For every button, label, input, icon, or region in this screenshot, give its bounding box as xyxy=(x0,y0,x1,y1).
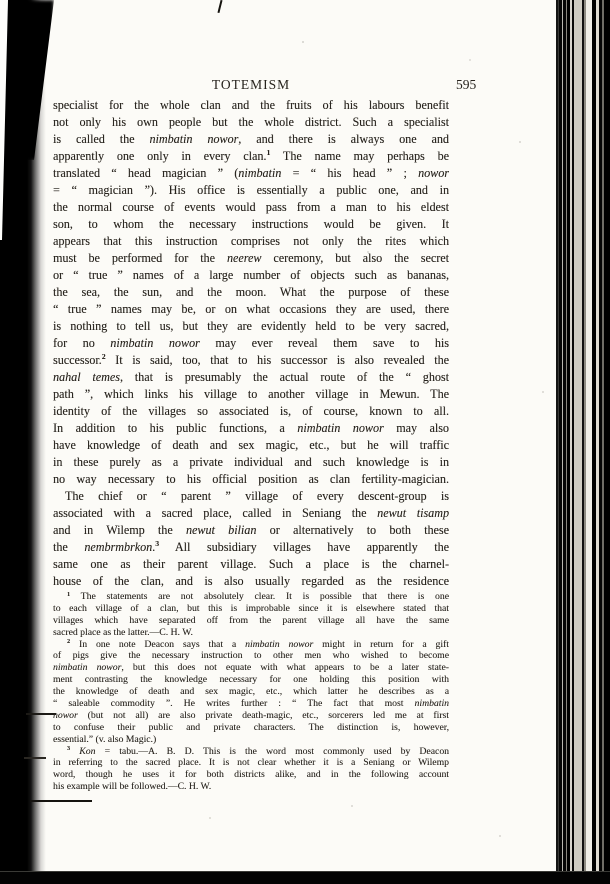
text-line xyxy=(53,627,449,639)
text-segment: , and there is always one and xyxy=(238,132,449,146)
footnote-marker: 2 xyxy=(101,352,106,361)
text-line xyxy=(53,437,449,454)
text-segment: (but not all) are also private death-magic, etc., sorcerers led me at first xyxy=(77,709,449,721)
text-line xyxy=(53,522,449,539)
text-line xyxy=(53,352,449,369)
text-segment: nimbatin xyxy=(238,166,282,180)
text-line xyxy=(53,369,449,386)
text-segment: have knowledge of death and sex magic, etc., but he will traffic xyxy=(53,438,449,452)
text-line xyxy=(53,591,449,603)
text-segment: = tabu.—A. B. D. This is the word most commonly used by Deacon xyxy=(95,745,449,757)
footnote xyxy=(53,591,449,639)
scan-scratch-mark xyxy=(26,713,56,715)
text-line xyxy=(53,603,449,615)
text-segment: The statements are not absolutely clear. It is possible that there is one xyxy=(70,591,449,602)
text-line xyxy=(53,757,449,769)
text-segment: = “ magician ”). His office is essentially a public one, and in xyxy=(53,183,449,197)
text-line xyxy=(53,781,449,793)
text-segment: path ”, which links his village to another village in Mewun. The xyxy=(53,387,449,401)
text-segment: appears that this instruction comprises not only the rites which xyxy=(53,234,449,248)
text-segment: newut bilian xyxy=(185,523,257,537)
binding-shadow xyxy=(0,0,46,884)
text-line xyxy=(53,556,449,573)
text-segment: nembrmbrkon xyxy=(84,540,153,554)
text-segment: the sea, the sun, and the moon. What the purpose of these xyxy=(53,285,449,299)
text-segment: might in return for a gift xyxy=(313,638,449,650)
text-segment: son, to whom the necessary instructions would be given. It xyxy=(53,217,449,231)
footnote xyxy=(53,639,449,746)
text-line xyxy=(53,769,449,781)
text-segment: translated “ head magician ” ( xyxy=(53,166,239,180)
paragraph xyxy=(53,97,449,488)
text-line xyxy=(53,216,449,233)
text-segment: apparently one only in every clan. xyxy=(53,149,267,163)
text-line xyxy=(53,233,449,250)
scan-scratch-mark xyxy=(30,800,92,802)
text-segment: specialist for the whole clan and the fruits of his labours benefit xyxy=(53,98,449,112)
text-segment: the normal course of events would pass from a man to his eldest xyxy=(53,200,449,214)
text-segment: sacred place as the latter.—C. H. W. xyxy=(53,626,193,638)
text-line xyxy=(53,488,449,505)
scan-scratch-mark xyxy=(24,757,46,759)
text-segment: house of the clan, and is also usually regarded as the residence xyxy=(53,574,449,588)
scan-bottom-bar xyxy=(0,871,610,884)
text-segment: In one note Deacon says that a xyxy=(70,638,246,650)
text-segment: same one as their parent village. Such a place is the charnel- xyxy=(53,557,449,571)
text-line xyxy=(53,420,449,437)
text-segment: , but this does not equate with what appears to be a later state- xyxy=(121,662,449,674)
text-segment: neerew xyxy=(226,251,262,265)
text-segment: in referring to the sacred place. It is not clear whether it is a Seniang or Wilemp xyxy=(53,757,449,769)
text-line xyxy=(53,199,449,216)
text-segment: nowor xyxy=(53,709,78,721)
text-segment: to each village of a clan, but this is improbable since it is elsewhere stated that xyxy=(53,602,449,614)
text-line xyxy=(53,662,449,674)
text-segment: successor. xyxy=(53,353,102,367)
scan-scratch-mark xyxy=(217,0,222,13)
text-segment: villages which have separated off from the parent village all have the same xyxy=(53,614,449,626)
text-segment: nimbatin nowor xyxy=(110,336,200,350)
text-line xyxy=(53,148,449,165)
page-edge-stripes xyxy=(556,0,610,884)
footnote xyxy=(53,746,449,794)
text-segment: must be performed for the xyxy=(53,251,227,265)
text-segment: the xyxy=(53,540,85,554)
text-segment: nimbatin nowor xyxy=(245,638,314,650)
text-line xyxy=(53,746,449,758)
text-line xyxy=(53,386,449,403)
text-line xyxy=(53,573,449,590)
text-segment: ceremony, but also the secret xyxy=(261,251,449,265)
text-line xyxy=(53,131,449,148)
footnote-marker: 3 xyxy=(155,539,160,548)
text-segment: in these purely as a private individual and such knowledge is in xyxy=(53,455,449,469)
text-segment: for no xyxy=(53,336,111,350)
text-segment: = “ his head ” ; xyxy=(281,166,419,180)
text-line xyxy=(53,454,449,471)
text-line xyxy=(53,284,449,301)
text-segment: to confuse their public and private characters. The distinction is, however, xyxy=(53,721,449,733)
text-segment: word, though he uses it for both districts alike, and in the following account xyxy=(53,769,449,781)
text-segment: and in Wilemp the xyxy=(53,523,186,537)
text-line xyxy=(53,267,449,284)
text-segment xyxy=(70,746,79,757)
text-segment: identity of the villages so associated is, of course, known to all. xyxy=(53,404,449,418)
text-segment: may also xyxy=(383,421,449,435)
text-segment: associated with a sacred place, called in Seniang the xyxy=(53,506,378,520)
text-line xyxy=(53,722,449,734)
text-segment: ment contrasting the knowledge necessary for one holding this position with xyxy=(53,674,449,686)
text-line xyxy=(53,674,449,686)
text-line xyxy=(53,539,449,556)
text-line xyxy=(53,165,449,182)
text-segment: newut tisamp xyxy=(377,506,449,520)
text-line xyxy=(53,734,449,746)
text-line xyxy=(53,114,449,131)
text-line xyxy=(53,250,449,267)
footnote-marker: 2 xyxy=(67,638,71,646)
body-text xyxy=(53,97,449,590)
text-line xyxy=(53,301,449,318)
page-title: TOTEMISM xyxy=(211,77,291,92)
text-segment: nimbatin nowor xyxy=(297,421,384,435)
text-line xyxy=(53,710,449,722)
text-segment: , that is presumably the actual route of the “ ghost xyxy=(119,370,449,384)
text-line xyxy=(53,97,449,114)
text-line xyxy=(53,403,449,420)
text-line xyxy=(53,686,449,698)
text-segment: nahal temes xyxy=(53,370,120,384)
text-segment: nimbatin nowor xyxy=(149,132,239,146)
text-segment: no way necessary to his official position as clan fertility-magician. xyxy=(53,472,449,486)
text-segment: is nothing to tell us, but they are evidently held to be very sacred, xyxy=(53,319,449,333)
text-segment: or alternatively to both these xyxy=(256,523,449,537)
text-segment: The name may perhaps be xyxy=(270,149,449,163)
text-segment: . xyxy=(152,540,156,554)
text-segment: is called the xyxy=(53,132,150,146)
text-line xyxy=(53,698,449,710)
page-number: 595 xyxy=(456,77,477,92)
text-segment: not only his own people but the whole district. Such a specialist xyxy=(53,115,449,129)
text-segment: may ever reveal them save to his xyxy=(199,336,449,350)
text-segment: “ true ” names may be, or on what occasions they are used, there xyxy=(53,302,449,316)
text-segment: nowor xyxy=(418,166,449,180)
text-line xyxy=(53,471,449,488)
footnote-marker: 1 xyxy=(67,591,71,598)
text-line xyxy=(53,650,449,662)
text-segment: In addition to his public functions, a xyxy=(53,421,298,435)
text-line xyxy=(53,335,449,352)
text-segment: the knowledge of death and sex magic, etc., which latter he describes as a xyxy=(53,686,449,698)
text-segment: Kon xyxy=(79,745,96,757)
text-line xyxy=(53,639,449,651)
text-line xyxy=(53,182,449,199)
footnote-marker: 1 xyxy=(266,148,271,157)
footnotes xyxy=(53,591,449,793)
text-segment: The chief or “ parent ” village of every descent-group is xyxy=(65,489,449,503)
text-line xyxy=(53,615,449,627)
text-segment: or “ true ” names of a large number of objects such as bananas, xyxy=(53,268,449,282)
text-segment: It is said, too, that to his successor is also revealed the xyxy=(105,353,449,367)
text-segment: of pigs give the necessary instruction to other men who wished to become xyxy=(53,650,449,662)
text-segment: nimbatin nowor xyxy=(53,662,122,674)
footnote-marker: 3 xyxy=(67,745,71,753)
text-segment: essential.” (v. also Magic.) xyxy=(53,733,157,745)
text-segment: “ saleable commodity ”. He writes further : “ The fact that most xyxy=(53,698,415,710)
text-segment: his example will be followed.—C. H. W. xyxy=(53,781,212,793)
text-segment: All subsidiary villages have apparently the xyxy=(159,540,449,554)
text-line xyxy=(53,318,449,335)
text-line xyxy=(53,505,449,522)
text-segment: nimbatin xyxy=(414,698,449,710)
paragraph xyxy=(53,488,449,590)
